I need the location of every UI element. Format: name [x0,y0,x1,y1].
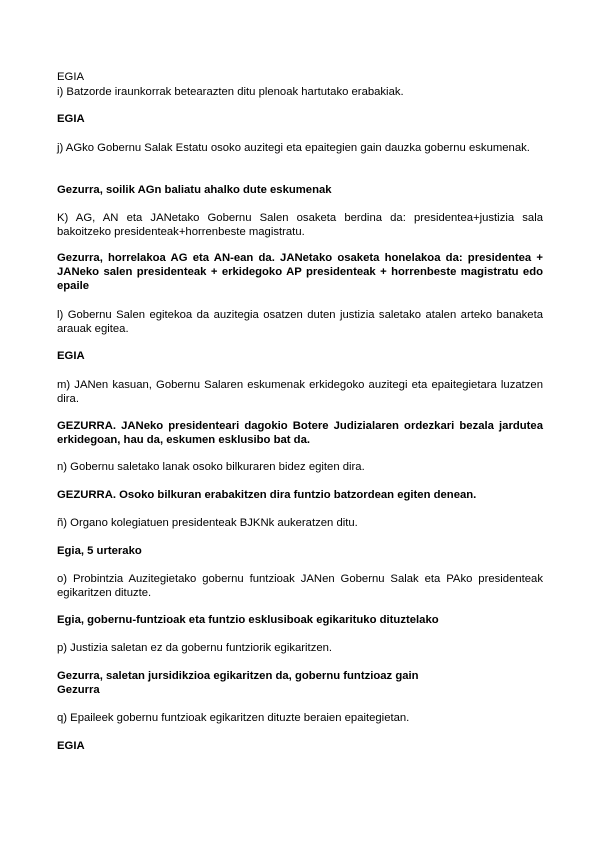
answer-m: GEZURRA. JANeko presidenteari dagokio Botere Judizialaren ordezkari bezala jardutea erkidegoan, hau da, eskumen esklusibo bat da. [57,420,543,446]
answer-p-extra: Gezurra [57,684,100,696]
answer-o: Egia, gobernu-funtzioak eta funtzio esklusiboak egikarituko dituztelako [57,614,439,626]
answer-l: EGIA [57,350,85,362]
question-p: p) Justizia saletan ez da gobernu funtziorik egikaritzen. [57,642,333,654]
answer-p: Gezurra, saletan jursidikzioa egikaritzen da, gobernu funtzioaz gain [57,670,419,682]
answer-k: Gezurra, horrelakoa AG eta AN-ean da. JANetako osaketa honelakoa da: presidentea + JANeko salen presidenteak + erkidegoko AP presidenteak + horrenbeste magistratu edo epaile [57,252,543,292]
question-m: m) JANen kasuan, Gobernu Salaren eskumenak erkidegoko auzitegi eta epaitegietara luzatzen dira. [57,379,543,405]
question-o: o) Probintzia Auzitegietako gobernu funtzioak JANen Gobernu Salak eta PAko presidenteak egikaritzen dituzte. [57,573,543,599]
question-j: j) AGko Gobernu Salak Estatu osoko auzitegi eta epaitegien gain dauzka gobernu eskumenak. [57,142,530,154]
question-l: l) Gobernu Salen egitekoa da auzitegia osatzen duten justizia saletako atalen arteko banaketa arauak egitea. [57,309,543,335]
answer-q: EGIA [57,740,85,752]
answer-n: GEZURRA. Osoko bilkuran erabakitzen dira funtzio batzordean egiten denean. [57,489,477,501]
answer-j: Gezurra, soilik AGn baliatu ahalko dute eskumenak [57,184,332,196]
answer-ny: Egia, 5 urterako [57,545,142,557]
question-k: K) AG, AN eta JANetako Gobernu Salen osaketa berdina da: presidentea+justizia sala bakoitzeko presidenteak+horrenbeste magistratu. [57,212,543,238]
question-q: q) Epaileek gobernu funtzioak egikaritzen dituzte beraien epaitegietan. [57,712,410,724]
question-ny: ñ) Organo kolegiatuen presidenteak BJKNk aukeratzen ditu. [57,517,358,529]
question-i: i) Batzorde iraunkorrak betearazten ditu plenoak hartutako erabakiak. [57,86,404,98]
question-n: n) Gobernu saletako lanak osoko bilkuraren bidez egiten dira. [57,461,365,473]
answer-egia-top: EGIA [57,71,84,83]
answer-i: EGIA [57,113,85,125]
